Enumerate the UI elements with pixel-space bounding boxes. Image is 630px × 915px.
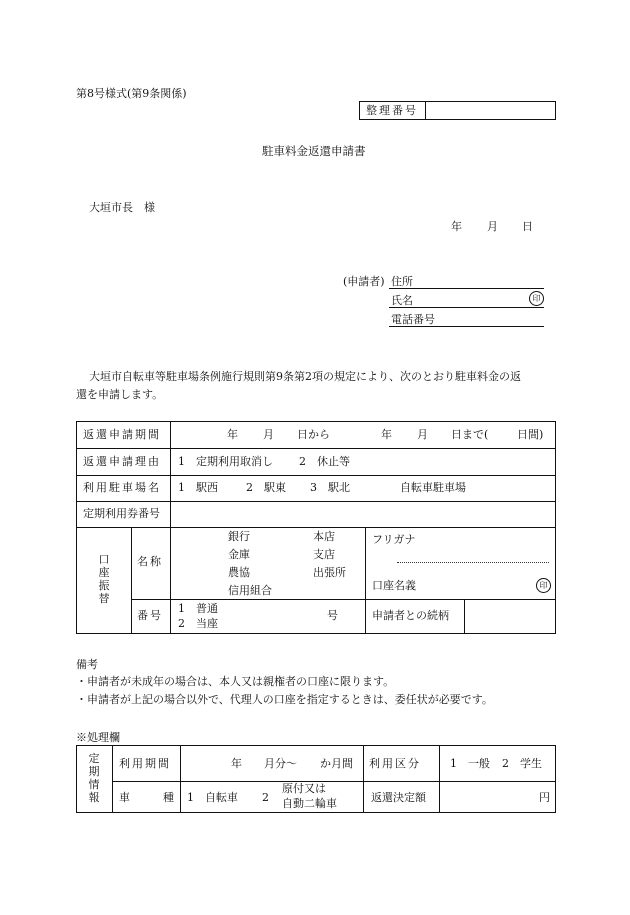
reason-label: 返還申請理由: [83, 455, 161, 468]
ref-divider: [425, 102, 426, 119]
number-suffix: 号: [327, 609, 338, 622]
bank-type-1: 銀行: [228, 530, 250, 543]
parking-option-2: 2 駅東: [246, 481, 286, 494]
processing-side-label: 定 期 情 報: [88, 752, 100, 804]
intro-line-1: 大垣市自転車等駐車場条例施行規則第9条第2項の規定により、次のとおり駐車料金の返: [89, 370, 521, 383]
bank-name-label: 名称: [137, 555, 163, 568]
row-line: [77, 448, 555, 449]
col-line: [112, 746, 113, 812]
account-type-1: 1 普通: [178, 602, 218, 615]
col-line: [464, 599, 465, 633]
reason-option-1: 1 定期利用取消し: [178, 455, 273, 468]
usage-class-label: 利用区分: [369, 757, 421, 770]
parking-suffix: 自転車駐車場: [400, 481, 466, 494]
reference-number-label: 整理番号: [366, 104, 418, 117]
row-line: [77, 475, 555, 476]
col-line: [170, 527, 171, 633]
refund-amount-unit: 円: [539, 791, 550, 804]
bank-type-4: 信用組合: [228, 584, 272, 597]
form-number: 第8号様式(第9条関係): [76, 87, 187, 100]
intro-line-2: 還を申請します。: [76, 388, 164, 401]
vehicle-label: 車 種: [119, 791, 174, 804]
branch-type-3: 出張所: [313, 566, 346, 579]
row-line: [131, 599, 555, 600]
phone-label: 電話番号: [391, 313, 435, 326]
date-month: 月: [487, 220, 498, 233]
account-number-label: 番号: [137, 609, 163, 622]
account-type-2: 2 当座: [178, 617, 218, 630]
application-table: [76, 421, 556, 634]
bank-type-2: 金庫: [228, 548, 250, 561]
vehicle-option-1: 1 自転車: [187, 791, 238, 804]
period-year-2: 年: [381, 428, 392, 441]
account-holder-label: 口座名義: [372, 579, 416, 592]
name-label: 氏名: [391, 294, 413, 307]
phone-underline: [389, 326, 544, 327]
period-day-1: 日から: [297, 428, 330, 441]
reason-option-2: 2 休止等: [299, 455, 350, 468]
period-year-1: 年: [227, 428, 238, 441]
date-day: 日: [522, 220, 533, 233]
row-line: [112, 781, 555, 782]
period-label: 返還申請期間: [83, 428, 161, 441]
reference-number-box: [359, 101, 556, 120]
address-underline: [389, 288, 544, 289]
row-line: [77, 527, 555, 528]
vehicle-option-2-line-1: 原付又は: [282, 782, 326, 795]
notes-heading: 備考: [76, 658, 98, 671]
usage-period-months: か月間: [320, 757, 353, 770]
col-line: [170, 422, 171, 527]
branch-type-2: 支店: [313, 548, 335, 561]
ticket-number-label: 定期利用券番号: [83, 507, 160, 520]
parking-label: 利用駐車場名: [83, 481, 161, 494]
usage-class-2: 2 学生: [502, 757, 542, 770]
usage-period-month: 月分～: [264, 757, 297, 770]
usage-period-year: 年: [231, 757, 242, 770]
address-label: 住所: [391, 275, 413, 288]
bank-type-3: 農協: [228, 566, 250, 579]
note-item-2: ・申請者が上記の場合以外で、代理人の口座を指定するときは、委任状が必要です。: [76, 693, 493, 706]
seal-mark: 印: [529, 291, 544, 306]
vehicle-option-2-line-2: 自動二輪車: [282, 797, 337, 810]
row-line: [77, 501, 555, 502]
date-year: 年: [451, 220, 462, 233]
transfer-label: 口 座 振 替: [98, 553, 110, 605]
furigana-dotted-line: [397, 562, 549, 563]
parking-option-1: 1 駅西: [178, 481, 218, 494]
refund-amount-label: 返還決定額: [371, 791, 426, 804]
col-line: [180, 746, 181, 812]
processing-table: [76, 745, 556, 813]
period-days: 日間): [517, 428, 544, 441]
vehicle-option-2-number: 2: [262, 791, 269, 804]
note-item-1: ・申請者が未成年の場合は、本人又は親権者の口座に限ります。: [76, 675, 395, 688]
col-line: [363, 746, 364, 812]
relation-label: 申請者との続柄: [372, 609, 449, 622]
usage-period-label: 利用期間: [119, 757, 171, 770]
account-seal-mark: 印: [536, 578, 551, 593]
processing-heading: ※処理欄: [76, 731, 120, 744]
document-title: 駐車料金返還申請書: [262, 144, 366, 158]
name-underline: [389, 307, 544, 308]
furigana-label: フリガナ: [372, 533, 416, 546]
period-day-2: 日まで(: [451, 428, 489, 441]
branch-type-1: 本店: [313, 530, 335, 543]
parking-option-3: 3 駅北: [310, 481, 350, 494]
col-line: [439, 746, 440, 812]
col-line: [131, 527, 132, 633]
col-line: [365, 527, 366, 633]
addressee: 大垣市長 様: [89, 201, 155, 214]
usage-class-1: 1 一般: [450, 757, 490, 770]
period-month-2: 月: [417, 428, 428, 441]
period-month-1: 月: [263, 428, 274, 441]
applicant-prefix: (申請者): [343, 275, 385, 288]
